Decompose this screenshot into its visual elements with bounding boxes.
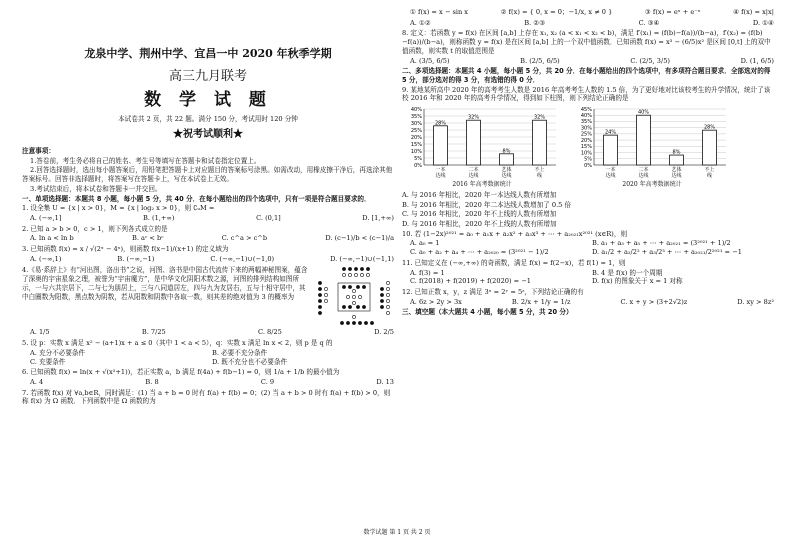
option: D. 既不充分也不必要条件 [212, 357, 288, 366]
data-label: 28% [434, 120, 447, 127]
question-12: 12. 已知正数 x，y，z 满足 3ˣ = 2ʸ = 5ᶻ，下列结论正确的有 [402, 287, 584, 296]
question-9: 9. 某地某所高中 2020 年的高考考生人数是 2016 年高考考生人数的 1.5 倍，为了更好地对比该校考生的升学情况，统计了该校 2016 年和 2020 年的高考升学情况，得到如下柱图，则下列结论正确的是 [402, 85, 771, 103]
option: A. ①② [410, 18, 431, 27]
question-8: 8. 定义：若函数 y = f(x) 在区间 [a,b] 上存在 x₁, x₂ (a < x₁ < x₂ < b)，满足 f′(x₁) = (f(b)−f(a))/(b−a)，f′(x₂) = (f(b)−f(a))/(b−a)，则称函数 y = f(x) 是在区间 [a,b] 上的一个双中值函数．已知函数 f(x) = x³ − (6/5)x² 是区间 [0,t] 上的双中值函数，则实数 t 的取值范围是 [402, 29, 771, 55]
data-label: 32% [467, 114, 480, 121]
option: D. 2/5 [374, 328, 394, 337]
data-label: 32% [533, 114, 546, 121]
question-9-option: C. 与 2016 年相比，2020 年不上线的人数有所增加 [402, 210, 557, 219]
bar [637, 115, 651, 165]
option: C. ③④ [638, 18, 660, 27]
option: D. f(x) 的图象关于 x = 1 对称 [592, 277, 683, 286]
option: B. a₁ + a₃ + a₅ + ⋯ + a₂₀₂₁ = (3²⁰²¹ + 1)/2 [592, 239, 731, 248]
question-4: 4.《易·系辞上》有“河出图，洛出书”之说，河图、洛书是中国古代流传下来的两幅神秘图案，蕴含了深奥的宇宙星象之理，被誉为“宇宙魔方”，是中华文化阴阳术数之源，河图的排列结构如图所示，一与六共宗居下，二与七为朋居上，三与八同道居左，四与九为友居右，五与十相守居中，其中白圈数为阳数，黑点数为阴数，若从阳数和阴数中各取一数，则其差的绝对值为 3 的概率为 [22, 266, 308, 301]
option: C. 9 [260, 377, 275, 386]
x-tick-label: 达线 [605, 173, 616, 180]
question-9-option: D. 与 2016 年相比，2020 年不上线的人数有所增加 [402, 220, 557, 229]
x-tick-label: 达线 [638, 173, 649, 180]
section-multi-choice: 二、多项选择题：本题共 4 小题，每小题 5 分，共 20 分．在每小题给出的四个选项中，有多项符合题目要求．全部选对的得 5 分，部分选对的得 3 分，有选错的得 0 分． [402, 67, 771, 84]
bar-chart-2016 [402, 105, 562, 181]
x-tick-label: 二本 [638, 167, 649, 174]
option: D. (c−1)/b < (c−1)/a [325, 234, 394, 243]
y-tick-label: 30% [580, 125, 592, 132]
exam-title: 高三九月联考 [168, 68, 247, 84]
exam-info: 本试卷共 2 页，共 22 题。满分 150 分，考试用时 120 分钟 [118, 115, 298, 124]
note-item: 3.考试结束后，将本试卷和答题卡一并交回。 [30, 184, 162, 193]
option: A. 1/5 [30, 328, 50, 337]
x-tick-label: 达线 [501, 173, 512, 180]
bar [670, 155, 684, 165]
option: C. (−∞,−1)∪(−1,0) [210, 254, 275, 263]
question-9-option: B. 与 2016 年相比，2020 年二本达线人数增加了 0.5 倍 [402, 200, 572, 209]
x-tick-label: 线 [706, 173, 713, 180]
option: C. x + y > (3+2√2)z [620, 297, 688, 306]
y-tick-label: 15% [580, 144, 592, 151]
x-tick-label: 达线 [435, 173, 446, 180]
option: D. (1, 6/5) [740, 56, 774, 65]
option: B. 8 [145, 377, 159, 386]
data-label: 40% [637, 109, 650, 116]
option: B. (2/5, 6/5) [520, 56, 560, 65]
option: C. (0,1] [256, 213, 281, 222]
question-3-options [30, 255, 394, 264]
function-item: ② f(x) = { 0, x = 0；−1/x, x ≠ 0 } [500, 8, 613, 16]
x-tick-label: 艺体 [501, 167, 512, 174]
option: D. ①④ [752, 18, 774, 27]
question-10-options [410, 239, 774, 256]
question-8-options [410, 57, 774, 66]
bar [604, 135, 618, 165]
good-luck-banner: ★祝考试顺利★ [173, 128, 243, 140]
y-tick-label: 5% [414, 155, 422, 162]
option: C. a₀ + a₂ + a₄ + ⋯ + a₂₀₂₀ = (3²⁰²¹ − 1)/2 [410, 248, 549, 257]
question-2-options [30, 234, 394, 243]
question-3: 3. 已知函数 f(x) = x / √(2ˣ − 4ˣ)，则函数 f(x−1)/(x+1) 的定义域为 [22, 245, 229, 254]
function-item: ④ f(x) = x|x| [733, 8, 774, 16]
x-tick-label: 不上 [534, 167, 545, 174]
option: B. aᶜ < bᶜ [132, 234, 164, 243]
y-tick-label: 5% [584, 156, 592, 163]
x-tick-label: 一本 [605, 167, 616, 174]
y-tick-label: 20% [580, 137, 592, 144]
option: B. 7/25 [141, 328, 166, 337]
option: C. c^a > c^b [221, 234, 268, 243]
option: B. 必要不充分条件 [212, 348, 268, 357]
section-fill-blank: 三、填空题（本大题共 4 小题，每小题 5 分，共 20 分） [402, 308, 573, 317]
option: A. f(3) = 1 [410, 268, 445, 277]
question-5-options [30, 349, 394, 366]
option: A. a₀ = 1 [410, 239, 440, 248]
question-12-options [410, 298, 774, 307]
section-single-choice: 一、单项选择题：本题共 8 小题，每小题 5 分，共 40 分．在每小题给出的四个选项中，只有一项是符合题目要求的． [22, 194, 371, 203]
question-2: 2. 已知 a > b > 0，c > 1，则下列各式成立的是 [22, 224, 168, 233]
y-tick-label: 0% [584, 162, 592, 169]
option: A. (−∞,1) [30, 254, 62, 263]
bar-chart-2020 [572, 105, 732, 181]
function-item: ① f(x) = x − sin x [410, 8, 469, 16]
option: A. 6z > 2y > 3x [410, 297, 462, 306]
data-label: 28% [703, 124, 716, 131]
y-tick-label: 40% [410, 106, 422, 113]
function-item: ③ f(x) = eˣ + e⁻ˣ [644, 8, 701, 16]
option: C. (2/5, 3/5) [630, 56, 670, 65]
option: B. 2/x + 1/y = 1/z [511, 297, 571, 306]
data-label: 8% [502, 148, 511, 155]
x-tick-label: 二本 [468, 167, 479, 174]
x-tick-label: 达线 [671, 173, 682, 180]
left-column [22, 0, 394, 407]
question-11: 11. 已知定义在 (−∞,+∞) 的奇函数，满足 f(x) = f(2−x)，若 f(1) = 1，则 [402, 258, 626, 267]
notes-title: 注意事项： [22, 147, 55, 155]
chart-2020 [572, 105, 732, 189]
y-tick-label: 25% [580, 131, 592, 138]
y-tick-label: 40% [580, 113, 592, 120]
school-header: 龙泉中学、荆州中学、宜昌一中 2020 年秋季学期 [84, 47, 332, 60]
option: A. ln a < ln b [30, 234, 74, 243]
y-tick-label: 35% [410, 113, 422, 120]
option: A. 充分不必要条件 [30, 348, 86, 357]
option: D. a₁/2 + a₂/2² + a₃/2³ + ⋯ + a₂₀₂₁/2²⁰²¹ = −1 [592, 248, 742, 257]
data-label: 8% [672, 149, 681, 156]
right-column [402, 6, 774, 318]
option: D. (−∞,−1)∪(−1,1) [330, 254, 394, 263]
subject-title: 数 学 试 题 [144, 89, 272, 110]
option: A. (3/5, 6/5) [410, 56, 450, 65]
bar [434, 126, 448, 165]
note-item: 2.回答选择题时，选出每小题答案后，用铅笔把答题卡上对应题目的答案标号涂黑。如需改动，用橡皮擦干净后，再选涂其他答案标号。回答非选择题时，将答案写在答题卡上，写在本试卷上无效。 [22, 166, 393, 184]
chart-2016-title: 2016 年高考数据统计 [452, 181, 512, 189]
option: B. (1,+∞) [143, 213, 175, 222]
option: D. xy > 8z² [737, 297, 774, 306]
y-tick-label: 0% [414, 162, 422, 169]
x-tick-label: 达线 [468, 173, 479, 180]
y-tick-label: 15% [410, 141, 422, 148]
option: C. 8/25 [258, 328, 282, 337]
hetu-diagram [314, 265, 394, 327]
option: A. (−∞,1] [30, 213, 62, 222]
bar [500, 154, 514, 165]
option: D. [1,+∞) [362, 213, 394, 222]
x-tick-label: 一本 [435, 167, 446, 174]
option: C. f(2018) + f(2019) + f(2020) = −1 [410, 277, 531, 286]
bar [703, 130, 717, 165]
question-7-options [410, 19, 774, 28]
y-tick-label: 25% [410, 127, 422, 134]
x-tick-label: 线 [536, 173, 543, 180]
y-tick-label: 30% [410, 120, 422, 127]
bar [533, 120, 547, 165]
question-11-options [410, 269, 774, 286]
y-tick-label: 35% [580, 119, 592, 126]
question-10: 10. 若 (1−2x)²⁰²¹ = a₀ + a₁x + a₂x² + a₃x³ + ⋯ + a₂₀₂₁x²⁰²¹ (x∈R)，则 [402, 229, 628, 238]
question-1: 1. 设全集 U = {x | x > 0}，M = {x | log₂ x > 0}，则 ∁ᵤM = [22, 204, 215, 213]
y-tick-label: 45% [580, 106, 592, 113]
y-tick-label: 20% [410, 134, 422, 141]
question-7: 7. 若函数 f(x) 对 ∀a,b∈R，同时满足：(1) 当 a + b = 0 时有 f(a) + f(b) = 0；(2) 当 a + b > 0 时有 f(a) + f(b) > 0，则称 f(x) 为 Ω 函数．下列函数中是 Ω 函数的为 [22, 388, 391, 406]
y-tick-label: 10% [580, 150, 592, 157]
page-footer: 数学试题 第 1 页 共 2 页 [363, 529, 431, 537]
x-tick-label: 艺体 [671, 167, 682, 174]
option: B. ②③ [524, 18, 546, 27]
data-label: 24% [604, 129, 617, 136]
bar-charts [402, 105, 774, 189]
bar [467, 120, 481, 165]
x-tick-label: 不上 [704, 167, 715, 174]
question-7-functions [410, 8, 774, 17]
question-6: 6. 已知函数 f(x) = ln(x + √(x²+1))，若正实数 a，b 满足 f(4a) + f(b−1) = 0，则 1/a + 1/b 的最小值为 [22, 368, 340, 377]
note-item: 1.答卷前，考生务必将自己的姓名、考生号等填写在答题卡和试卷指定位置上。 [30, 156, 261, 165]
chart-2020-title: 2020 年高考数据统计 [622, 181, 682, 189]
chart-2016 [402, 105, 562, 189]
question-5: 5. 设 p：实数 x 满足 x² − (a+1)x + a ≤ 0（其中 1 < a < 5），q：实数 x 满足 ln x < 2，则 p 是 q 的 [22, 339, 333, 348]
question-6-options [30, 378, 394, 387]
question-4-options [30, 328, 394, 337]
option: D. 13 [376, 377, 394, 386]
option: B. (−∞,−1) [117, 254, 155, 263]
option: B. 4 是 f(x) 的一个周期 [592, 268, 663, 277]
y-tick-label: 10% [410, 148, 422, 155]
question-4-block [22, 265, 394, 327]
option: C. 充要条件 [30, 357, 66, 366]
question-9-option: A. 与 2016 年相比，2020 年一本达线人数有所增加 [402, 190, 557, 199]
option: A. 4 [30, 377, 44, 386]
question-1-options [30, 214, 394, 223]
